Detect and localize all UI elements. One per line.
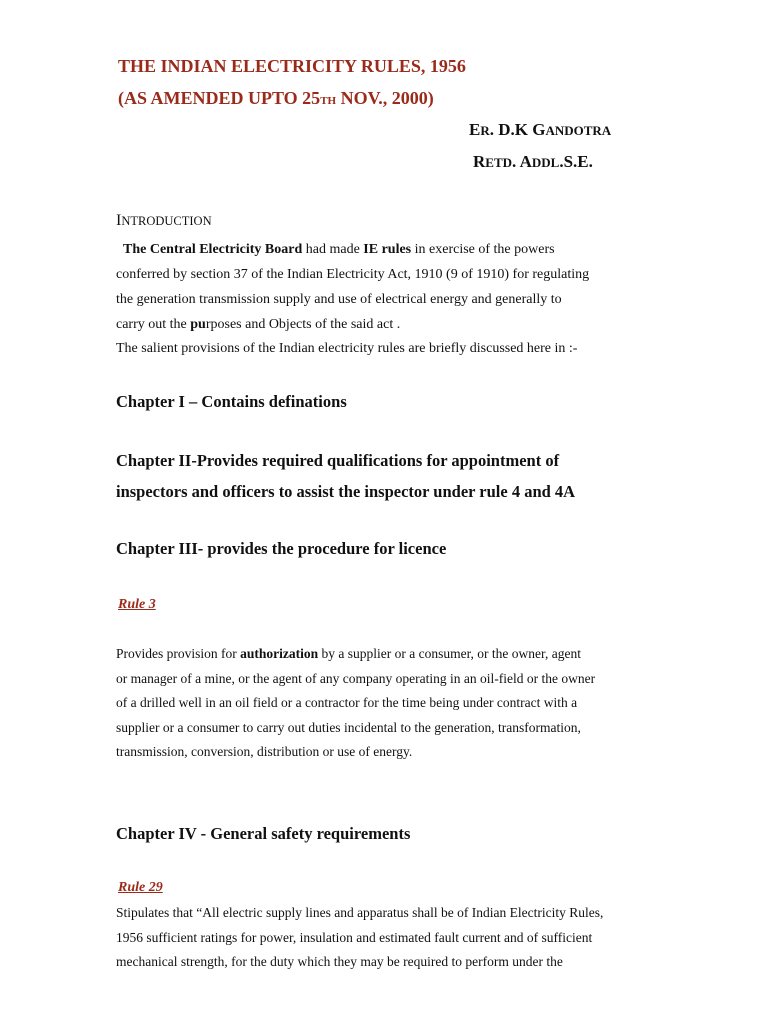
rule-3-label: Rule 3 [118, 597, 156, 612]
chapter-1-heading: Chapter I – Contains definations [116, 392, 347, 411]
intro-line-4: carry out the purposes and Objects of the said act . [116, 317, 401, 332]
intro-line-3: the generation transmission supply and use of electrical energy and generally to [116, 292, 562, 307]
rule-3-line-2: or manager of a mine, or the agent of any company operating in an oil-field or the owner [116, 670, 596, 686]
chapter-4-heading: Chapter IV - General safety requirements [116, 824, 411, 843]
chapter-2-heading-line2: inspectors and officers to assist the inspector under rule 4 and 4A [116, 482, 576, 501]
chapter-2-heading-line1: Chapter II-Provides required qualifications for appointment of [116, 451, 560, 470]
document-title-line2 [118, 88, 434, 109]
intro-line-1: The Central Electricity Board had made IE rules in exercise of the powers [123, 242, 555, 257]
title-date-suffix: TH [320, 95, 337, 107]
rule-3-line-3: of a drilled well in an oil field or a contractor for the time being under contract with a [116, 695, 578, 710]
author-name: ER. D.K GANDOTRA [469, 120, 612, 139]
rule-29-line-3: mechanical strength, for the duty which they may be required to perform under the [116, 954, 563, 969]
rule-29-paragraph [116, 901, 656, 975]
rule-3-line-5: transmission, conversion, distribution or use of energy. [116, 744, 413, 759]
rule-29-label: Rule 29 [118, 880, 163, 895]
intro-line-5: The salient provisions of the Indian electricity rules are briefly discussed here in :- [116, 341, 578, 356]
document-title-line1: THE INDIAN ELECTRICITY RULES, 1956 [118, 56, 466, 76]
author-designation: RETD. ADDL.S.E. [473, 152, 593, 171]
rule-3-line-4: supplier or a consumer to carry out duties incidental to the generation, transformation, [116, 719, 581, 735]
intro-line-2: conferred by section 37 of the Indian Electricity Act, 1910 (9 of 1910) for regulating [116, 267, 590, 282]
rule-3-paragraph [116, 642, 646, 765]
title-date-prefix: (AS AMENDED UPTO 25 [118, 88, 321, 108]
title-date-rest: NOV., 2000) [336, 88, 434, 108]
introduction-heading: INTRODUCTION [116, 212, 212, 229]
chapter-3-heading: Chapter III- provides the procedure for licence [116, 539, 447, 558]
rule-3-line-1: Provides provision for authorization by a supplier or a consumer, or the owner, agent [116, 646, 581, 661]
rule-29-line-1: Stipulates that “All electric supply lines and apparatus shall be of Indian Electricity Rules, [116, 905, 604, 920]
rule-29-line-2: 1956 sufficient ratings for power, insulation and estimated fault current and of sufficient [116, 929, 593, 945]
